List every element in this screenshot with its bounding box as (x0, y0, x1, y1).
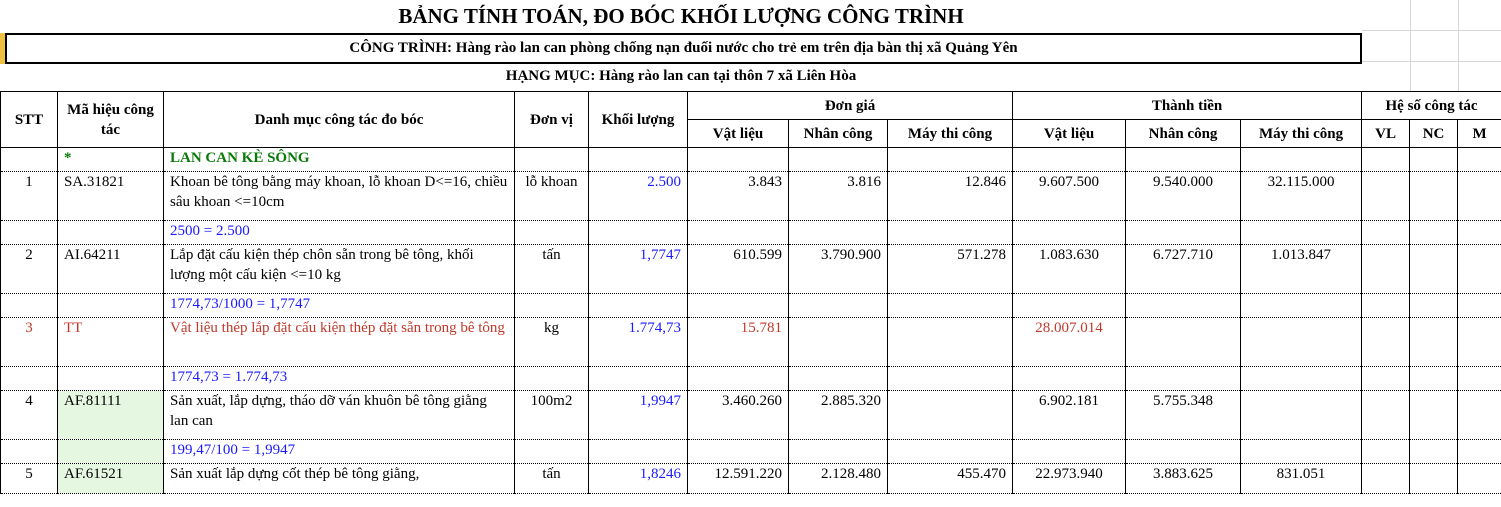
empty-cell[interactable] (1458, 294, 1501, 318)
empty-cell[interactable] (1362, 367, 1410, 391)
cell-name[interactable]: Lắp đặt cấu kiện thép chôn sẵn trong bê tông, khối lượng một cấu kiện <=10 kg (164, 245, 515, 294)
cell-price-machine[interactable]: 12.846 (888, 172, 1013, 221)
formula-row[interactable] (1, 367, 1501, 391)
header-total-material[interactable]: Vật liệu (1013, 120, 1126, 148)
cell-price-machine[interactable]: 571.278 (888, 245, 1013, 294)
cell-code[interactable] (58, 221, 164, 245)
cell-total-material[interactable]: 1.083.630 (1013, 245, 1126, 294)
cell-code[interactable] (58, 440, 164, 464)
cell-total-material[interactable]: 28.007.014 (1013, 318, 1126, 367)
cell-stt[interactable]: 4 (1, 391, 58, 440)
cell-unit[interactable]: 100m2 (515, 391, 589, 440)
empty-cell[interactable] (1458, 440, 1501, 464)
cell-total-labor[interactable]: 6.727.710 (1126, 245, 1241, 294)
cell-coef-m[interactable] (1458, 318, 1501, 367)
empty-cell[interactable] (688, 367, 789, 391)
header-total-labor[interactable]: Nhân công (1126, 120, 1241, 148)
cell-name[interactable]: Vật liệu thép lắp đặt cấu kiện thép đặt sẵn trong bê tông (164, 318, 515, 367)
header-coef-m[interactable]: M (1458, 120, 1501, 148)
cell-coef-vl[interactable] (1362, 245, 1410, 294)
cell-total-material[interactable]: 9.607.500 (1013, 172, 1126, 221)
empty-cell[interactable] (515, 440, 589, 464)
cell-code[interactable]: AI.64211 (58, 245, 164, 294)
cell-code[interactable]: TT (58, 318, 164, 367)
empty-cell[interactable] (1458, 367, 1501, 391)
formula-row[interactable] (1, 294, 1501, 318)
empty-cell[interactable] (1362, 294, 1410, 318)
cell-stt[interactable]: 2 (1, 245, 58, 294)
empty-cell[interactable] (1458, 221, 1501, 245)
table-row[interactable] (1, 172, 1501, 221)
cell-price-material[interactable]: 3.460.260 (688, 391, 789, 440)
table-row[interactable] (1, 464, 1501, 494)
header-unit-price[interactable]: Đơn giá (688, 92, 1013, 120)
header-stt[interactable]: STT (1, 92, 58, 148)
cell-total-machine[interactable]: 831.051 (1241, 464, 1362, 494)
formula-cell[interactable]: 199,47/100 = 1,9947 (164, 440, 515, 464)
empty-cell[interactable] (789, 367, 888, 391)
cell-price-labor[interactable] (789, 318, 888, 367)
empty-cell[interactable] (888, 440, 1013, 464)
formula-cell[interactable]: 1774,73/1000 = 1,7747 (164, 294, 515, 318)
cell-unit[interactable]: tấn (515, 464, 589, 494)
cell-total-machine[interactable]: 1.013.847 (1241, 245, 1362, 294)
header-total-machine[interactable]: Máy thi công (1241, 120, 1362, 148)
empty-cell[interactable] (515, 221, 589, 245)
cell-code[interactable] (58, 367, 164, 391)
cell-qty[interactable]: 1,9947 (589, 391, 688, 440)
empty-cell[interactable] (1126, 221, 1241, 245)
sheet-title: BẢNG TÍNH TOÁN, ĐO BÓC KHỐI LƯỢNG CÔNG TRÌNH (398, 4, 964, 28)
cell-coef-nc[interactable] (1410, 391, 1458, 440)
cell-total-labor[interactable]: 3.883.625 (1126, 464, 1241, 494)
empty-cell[interactable] (1410, 440, 1458, 464)
empty-cell[interactable] (1013, 221, 1126, 245)
cell-stt[interactable] (1, 367, 58, 391)
formula-row[interactable] (1, 440, 1501, 464)
cell-price-material[interactable]: 15.781 (688, 318, 789, 367)
project-name[interactable]: CÔNG TRÌNH: Hàng rào lan can phòng chống nạn đuối nước cho trẻ em trên địa bàn thị xã Quảng Yên (5, 33, 1362, 64)
empty-cell[interactable] (1241, 221, 1362, 245)
cell-price-machine[interactable] (888, 391, 1013, 440)
cell-price-labor[interactable]: 2.128.480 (789, 464, 888, 494)
empty-cell[interactable] (1362, 440, 1410, 464)
cell-qty[interactable]: 1.774,73 (589, 318, 688, 367)
section-name[interactable]: LAN CAN KÈ SÔNG (164, 148, 515, 172)
empty-cell[interactable] (1126, 440, 1241, 464)
cell-coef-m[interactable] (1458, 464, 1501, 494)
formula-cell[interactable]: 1774,73 = 1.774,73 (164, 367, 515, 391)
cell-price-machine[interactable]: 455.470 (888, 464, 1013, 494)
empty-cell[interactable] (1410, 294, 1458, 318)
cell-code[interactable] (58, 294, 164, 318)
cell-price-material[interactable]: 610.599 (688, 245, 789, 294)
cell-coef-vl[interactable] (1362, 391, 1410, 440)
empty-cell[interactable] (1241, 294, 1362, 318)
cell-coef-nc[interactable] (1410, 172, 1458, 221)
empty-cell[interactable] (589, 221, 688, 245)
category-name: HẠNG MỤC: Hàng rào lan can tại thôn 7 xã Liên Hòa (505, 68, 857, 84)
section-code[interactable]: * (58, 148, 164, 172)
cell-coef-m[interactable] (1458, 172, 1501, 221)
empty-cell[interactable] (1126, 294, 1241, 318)
cell-price-material[interactable]: 12.591.220 (688, 464, 789, 494)
cell-price-labor[interactable]: 2.885.320 (789, 391, 888, 440)
header-coef-vl[interactable]: VL (1362, 120, 1410, 148)
empty-cell[interactable] (1410, 221, 1458, 245)
empty-cell[interactable] (688, 221, 789, 245)
formula-row[interactable] (1, 221, 1501, 245)
empty-cell[interactable] (515, 367, 589, 391)
empty-cell[interactable] (688, 294, 789, 318)
cell-coef-vl[interactable] (1362, 464, 1410, 494)
cell-total-machine[interactable]: 32.115.000 (1241, 172, 1362, 221)
cell-total-labor[interactable]: 9.540.000 (1126, 172, 1241, 221)
cell-coef-nc[interactable] (1410, 318, 1458, 367)
header-name[interactable]: Danh mục công tác đo bóc (164, 92, 515, 148)
header-qty[interactable]: Khối lượng (589, 92, 688, 148)
empty-cell[interactable] (589, 367, 688, 391)
cell-total-machine[interactable] (1241, 391, 1362, 440)
empty-cell[interactable] (888, 367, 1013, 391)
empty-cell[interactable] (789, 221, 888, 245)
cell-total-labor[interactable] (1126, 318, 1241, 367)
table-row[interactable] (1, 245, 1501, 294)
empty-cell[interactable] (1013, 440, 1126, 464)
header-price-labor[interactable]: Nhân công (789, 120, 888, 148)
cell-total-material[interactable]: 6.902.181 (1013, 391, 1126, 440)
empty-cell[interactable] (1013, 367, 1126, 391)
cell-price-labor[interactable]: 3.790.900 (789, 245, 888, 294)
cell-qty[interactable]: 1,8246 (589, 464, 688, 494)
cell-code[interactable]: AF.61521 (58, 464, 164, 494)
empty-cell[interactable] (589, 294, 688, 318)
cell-stt[interactable]: 3 (1, 318, 58, 367)
header-price-machine[interactable]: Máy thi công (888, 120, 1013, 148)
formula-cell[interactable]: 2500 = 2.500 (164, 221, 515, 245)
cell-stt[interactable]: 1 (1, 172, 58, 221)
empty-cell[interactable] (1362, 221, 1410, 245)
empty-cell[interactable] (515, 294, 589, 318)
empty-cell[interactable] (688, 440, 789, 464)
empty-cell[interactable] (1241, 440, 1362, 464)
empty-cell[interactable] (1241, 367, 1362, 391)
cell-stt[interactable] (1, 221, 58, 245)
empty-cell[interactable] (789, 440, 888, 464)
table-row[interactable] (1, 391, 1501, 440)
cell-coef-vl[interactable] (1362, 172, 1410, 221)
cell-coef-vl[interactable] (1362, 318, 1410, 367)
empty-cell[interactable] (1013, 294, 1126, 318)
cell-price-labor[interactable]: 3.816 (789, 172, 888, 221)
cell-price-machine[interactable] (888, 318, 1013, 367)
table-row[interactable] (1, 318, 1501, 367)
header-coef[interactable]: Hệ số công tác (1362, 92, 1501, 120)
cell-unit[interactable]: tấn (515, 245, 589, 294)
cell-stt[interactable]: 5 (1, 464, 58, 494)
cell-name[interactable]: Sản xuất, lắp dựng, tháo dỡ ván khuôn bê tông giằng lan can (164, 391, 515, 440)
cell-coef-m[interactable] (1458, 391, 1501, 440)
header-unit[interactable]: Đơn vị (515, 92, 589, 148)
cell-name[interactable]: Sản xuất lắp dựng cốt thép bê tông giằng, (164, 464, 515, 494)
cell-total-material[interactable]: 22.973.940 (1013, 464, 1126, 494)
cell-qty[interactable]: 1,7747 (589, 245, 688, 294)
cell-stt[interactable] (1, 440, 58, 464)
cell-price-material[interactable]: 3.843 (688, 172, 789, 221)
cell-coef-nc[interactable] (1410, 245, 1458, 294)
empty-cell[interactable] (789, 294, 888, 318)
cell-code[interactable]: AF.81111 (58, 391, 164, 440)
cell-unit[interactable]: kg (515, 318, 589, 367)
cell-coef-nc[interactable] (1410, 464, 1458, 494)
section-row[interactable] (1, 148, 1501, 172)
cell-unit[interactable]: lỗ khoan (515, 172, 589, 221)
empty-cell[interactable] (1410, 367, 1458, 391)
cell-total-labor[interactable]: 5.755.348 (1126, 391, 1241, 440)
empty-cell[interactable] (1126, 367, 1241, 391)
header-total[interactable]: Thành tiền (1013, 92, 1362, 120)
cell-name[interactable]: Khoan bê tông bằng máy khoan, lỗ khoan D<=16, chiều sâu khoan <=10cm (164, 172, 515, 221)
cell-coef-m[interactable] (1458, 245, 1501, 294)
cell-code[interactable]: SA.31821 (58, 172, 164, 221)
estimate-table (0, 91, 1501, 494)
cell-qty[interactable]: 2.500 (589, 172, 688, 221)
empty-cell[interactable] (888, 221, 1013, 245)
empty-cell[interactable] (888, 294, 1013, 318)
header-coef-nc[interactable]: NC (1410, 120, 1458, 148)
cell-stt[interactable] (1, 294, 58, 318)
header-code[interactable]: Mã hiệu công tác (58, 92, 164, 148)
empty-grid-area[interactable] (1362, 0, 1501, 92)
empty-cell[interactable] (589, 440, 688, 464)
cell-total-machine[interactable] (1241, 318, 1362, 367)
header-price-material[interactable]: Vật liệu (688, 120, 789, 148)
